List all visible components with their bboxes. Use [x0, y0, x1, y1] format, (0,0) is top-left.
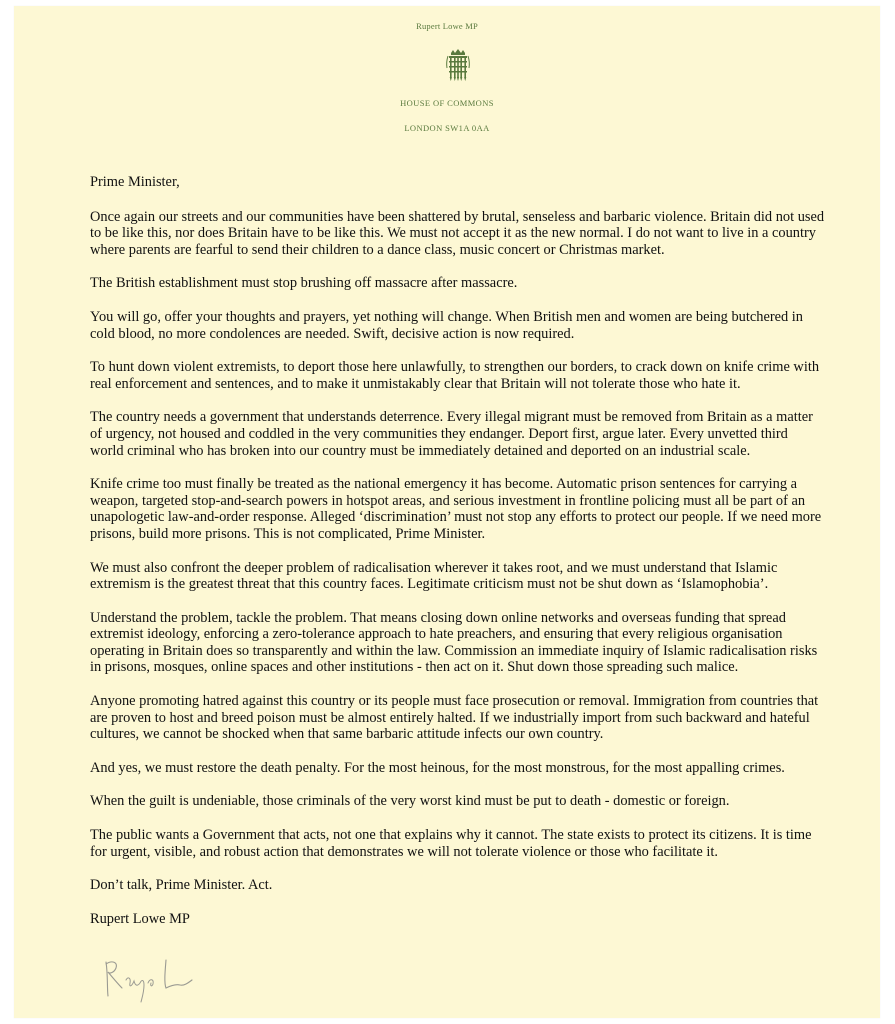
- letter-page: [14, 6, 880, 1018]
- salutation: Prime Minister,: [90, 174, 180, 190]
- closing-line: Don’t talk, Prime Minister. Act.: [90, 877, 273, 894]
- letter-body: [90, 174, 825, 944]
- portcullis-icon: [445, 48, 471, 82]
- signoff-name: Rupert Lowe MP: [90, 910, 190, 927]
- paragraph: Knife crime too must finally be treated as the national emergency it has become. Automatic prison sentences for carrying a weapon, targeted stop-and-search powers in hotspot areas, and serious investment in frontline policing must all be part of an unapologetic law-and-order response. Alleged ‘discrimination’ must not stop any efforts to protect our people. If we need more prisons, build more prisons. This is not complicated, Prime Minister.: [90, 476, 822, 542]
- paragraph: The country needs a government that understands deterrence. Every illegal migrant must be removed from Britain as a matter of urgency, not housed and coddled in the very communities they endanger. Deport first, argue later. Every unvetted third world criminal who has broken into our country must be immediately detained and deported on an industrial scale.: [90, 409, 813, 459]
- paragraph: You will go, offer your thoughts and prayers, yet nothing will change. When British men and women are being butchered in cold blood, no more condolences are needed. Swift, decisive action is now required.: [90, 308, 803, 342]
- letterhead-address: LONDON SW1A 0AA: [404, 123, 490, 133]
- paragraph: Once again our streets and our communities have been shattered by brutal, senseless and barbaric violence. Britain did not used to be like this, nor does Britain have to be like this. We must not accept it as the new normal. I do not want to live in a country where parents are fearful to send their children to a dance class, music concert or Christmas market.: [90, 208, 825, 258]
- paragraph: And yes, we must restore the death penalty. For the most heinous, for the most monstrous, for the most appalling crimes.: [90, 759, 785, 776]
- paragraph: The British establishment must stop brushing off massacre after massacre.: [90, 275, 518, 292]
- letterhead-name: Rupert Lowe MP: [416, 21, 478, 31]
- handwritten-signature: [98, 950, 208, 1005]
- paragraph: To hunt down violent extremists, to deport those here unlawfully, to strengthen our borders, to crack down on knife crime with real enforcement and sentences, and to make it unmistakably clear that Britain will not tolerate those who hate it.: [90, 359, 820, 392]
- paragraph: When the guilt is undeniable, those criminals of the very worst kind must be put to death - domestic or foreign.: [90, 793, 730, 810]
- paragraph: Anyone promoting hatred against this country or its people must face prosecution or removal. Immigration from countries that are proven to host and breed poison must be almost entirely halted. If we industrially import from such backward and hateful cultures, we cannot be shocked when that same barbaric attitude infects our own country.: [90, 693, 819, 743]
- paragraph: The public wants a Government that acts, not one that explains why it cannot. The state exists to protect its citizens. It is time for urgent, visible, and robust action that demonstrates we will not tolerate violence or those who facilitate it.: [90, 827, 812, 860]
- paragraph: We must also confront the deeper problem of radicalisation wherever it takes root, and we must understand that Islamic extremism is the greatest threat that this country faces. Legitimate criticism must not be shut down as ‘Islamophobia’.: [90, 559, 778, 593]
- letterhead-house: HOUSE OF COMMONS: [400, 98, 494, 108]
- paragraph: Understand the problem, tackle the problem. That means closing down online networks and overseas funding that spread extremist ideology, enforcing a zero-tolerance approach to hate preachers, and ensuring that every religious organisation operating in Britain does so transparently and within the law. Commission an immediate inquiry of Islamic radicalisation risks in prisons, mosques, online spaces and other institutions - then act on it. Shut down those spreading such malice.: [90, 609, 818, 676]
